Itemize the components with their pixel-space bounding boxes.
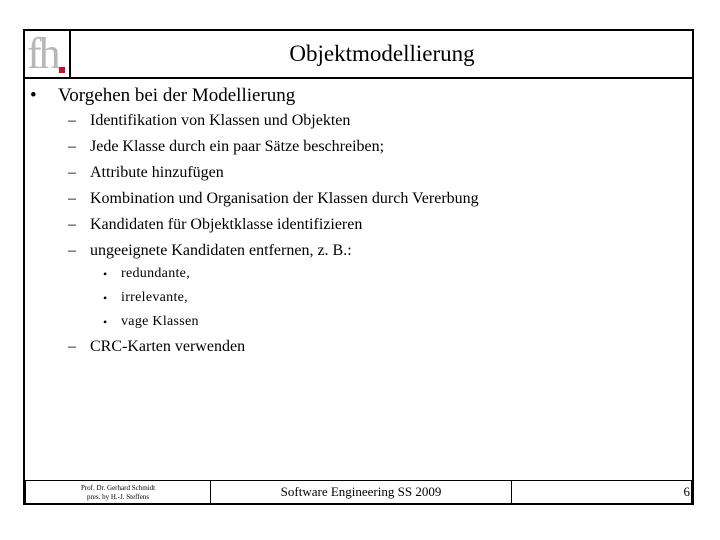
sub-item-dash: – bbox=[68, 216, 76, 233]
sub-item-dash: – bbox=[68, 190, 76, 207]
fh-logo-red-square bbox=[59, 67, 65, 73]
fh-logo bbox=[25, 31, 71, 77]
main-bullet-marker: • bbox=[30, 85, 37, 106]
sub-item: Kombination und Organisation der Klassen durch Vererbung bbox=[90, 190, 479, 207]
slide-title: Objektmodellierung bbox=[289, 41, 475, 66]
sub-sub-item: irrelevante, bbox=[121, 290, 188, 305]
footer-course: Software Engineering SS 2009 bbox=[280, 484, 442, 499]
sub-item-crc: CRC-Karten verwenden bbox=[90, 338, 246, 355]
sub-item: Kandidaten für Objektklasse identifizieren bbox=[90, 216, 363, 233]
sub-item-dash: – bbox=[68, 164, 76, 181]
main-bullet: Vorgehen bei der Modellierung bbox=[58, 85, 296, 106]
sub-sub-item: vage Klassen bbox=[121, 314, 199, 329]
footer-author bbox=[26, 481, 210, 504]
footer-author-line1: Prof. Dr. Gerhard Schmidt bbox=[80, 484, 156, 492]
sub-item: Identifikation von Klassen und Objekten bbox=[90, 112, 351, 129]
sub-sub-item-bullet: • bbox=[103, 315, 108, 329]
sub-item-dash: – bbox=[68, 338, 76, 355]
sub-item-dash: – bbox=[68, 138, 76, 155]
sub-item: Jede Klasse durch ein paar Sätze beschreiben; bbox=[90, 138, 385, 155]
sub-item: Attribute hinzufügen bbox=[90, 164, 224, 181]
footer-author-line2: pres. by H.-J. Steffens bbox=[86, 493, 150, 501]
sub-sub-item-bullet: • bbox=[103, 267, 108, 281]
fh-logo-letters: fh bbox=[27, 31, 58, 77]
sub-item: ungeeignete Kandidaten entfernen, z. B.: bbox=[90, 242, 352, 259]
sub-item-dash: – bbox=[68, 112, 76, 129]
sub-sub-item-bullet: • bbox=[103, 291, 108, 305]
footer-page-number: 6 bbox=[683, 484, 690, 499]
sub-sub-item: redundante, bbox=[121, 266, 190, 281]
sub-item-dash: – bbox=[68, 242, 76, 259]
